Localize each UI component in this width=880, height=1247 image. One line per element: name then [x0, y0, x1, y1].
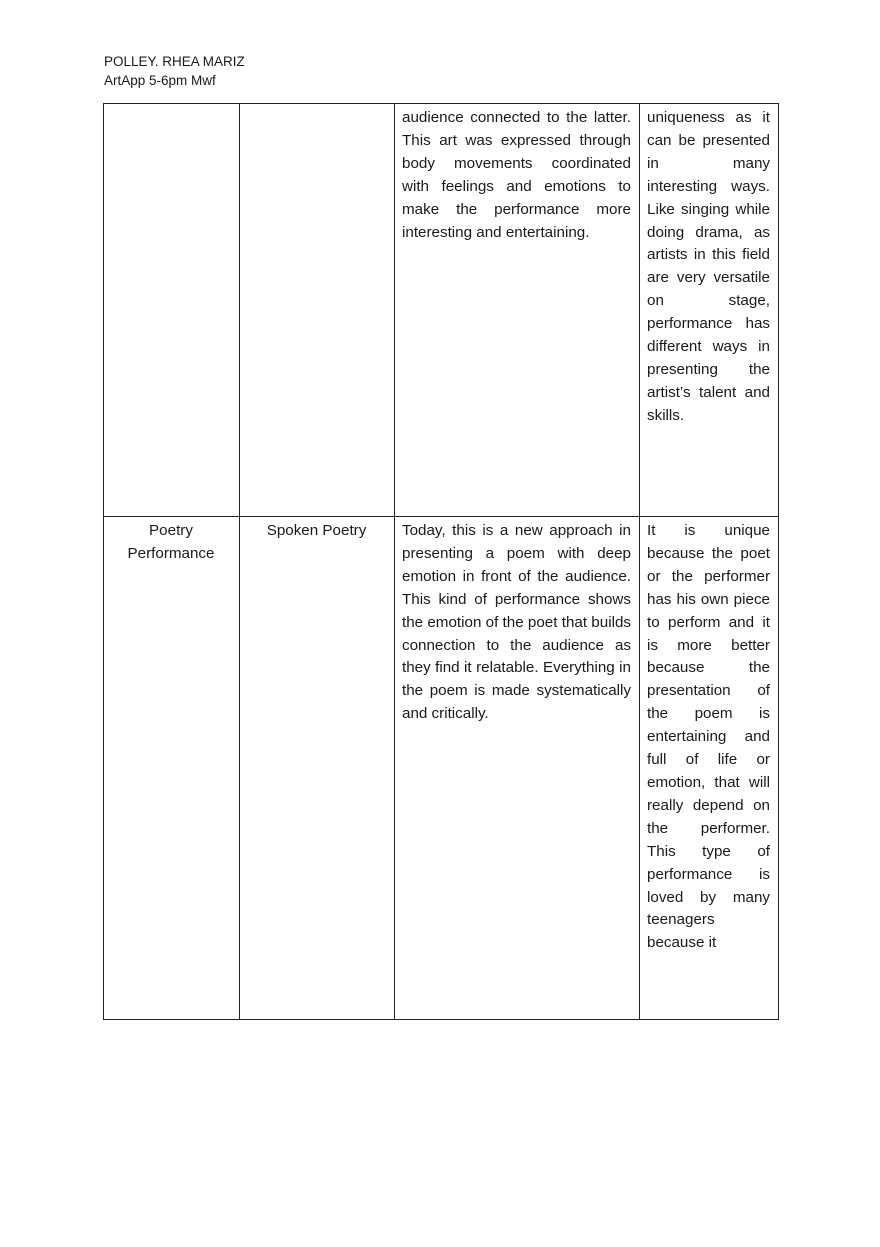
uniqueness-cell: uniqueness as it can be presented in many interesting ways. Like singing while doing drama, as artists in this field are very versatile on stage, performance has different ways in presenting the artist’s talent and skills.	[640, 104, 779, 517]
author-name: POLLEY. RHEA MARIZ	[104, 54, 245, 69]
table-row	[104, 517, 779, 1020]
uniqueness-cell: It is unique because the poet or the performer has his own piece to perform and it is more better because the presentation of the poem is entertaining and full of life or emotion, that will really depend on the performer. This type of performance is loved by many teenagers because it	[640, 517, 779, 1020]
description-cell: Today, this is a new approach in presenting a poem with deep emotion in front of the audience. This kind of performance shows the emotion of the poet that builds connection to the audience as they find it relatable. Everything in the poem is made systematically and critically.	[395, 517, 640, 1020]
table-row	[104, 104, 779, 517]
document-header	[104, 52, 245, 90]
performance-art-table	[103, 103, 779, 1020]
art-form-cell	[104, 104, 240, 517]
class-info: ArtApp 5-6pm Mwf	[104, 73, 216, 88]
description-cell: audience connected to the latter. This art was expressed through body movements coordinated with feelings and emotions to make the performance more interesting and entertaining.	[395, 104, 640, 517]
art-type-cell: Spoken Poetry	[240, 517, 395, 1020]
art-type-cell	[240, 104, 395, 517]
art-form-cell: Poetry Performance	[104, 517, 240, 1020]
